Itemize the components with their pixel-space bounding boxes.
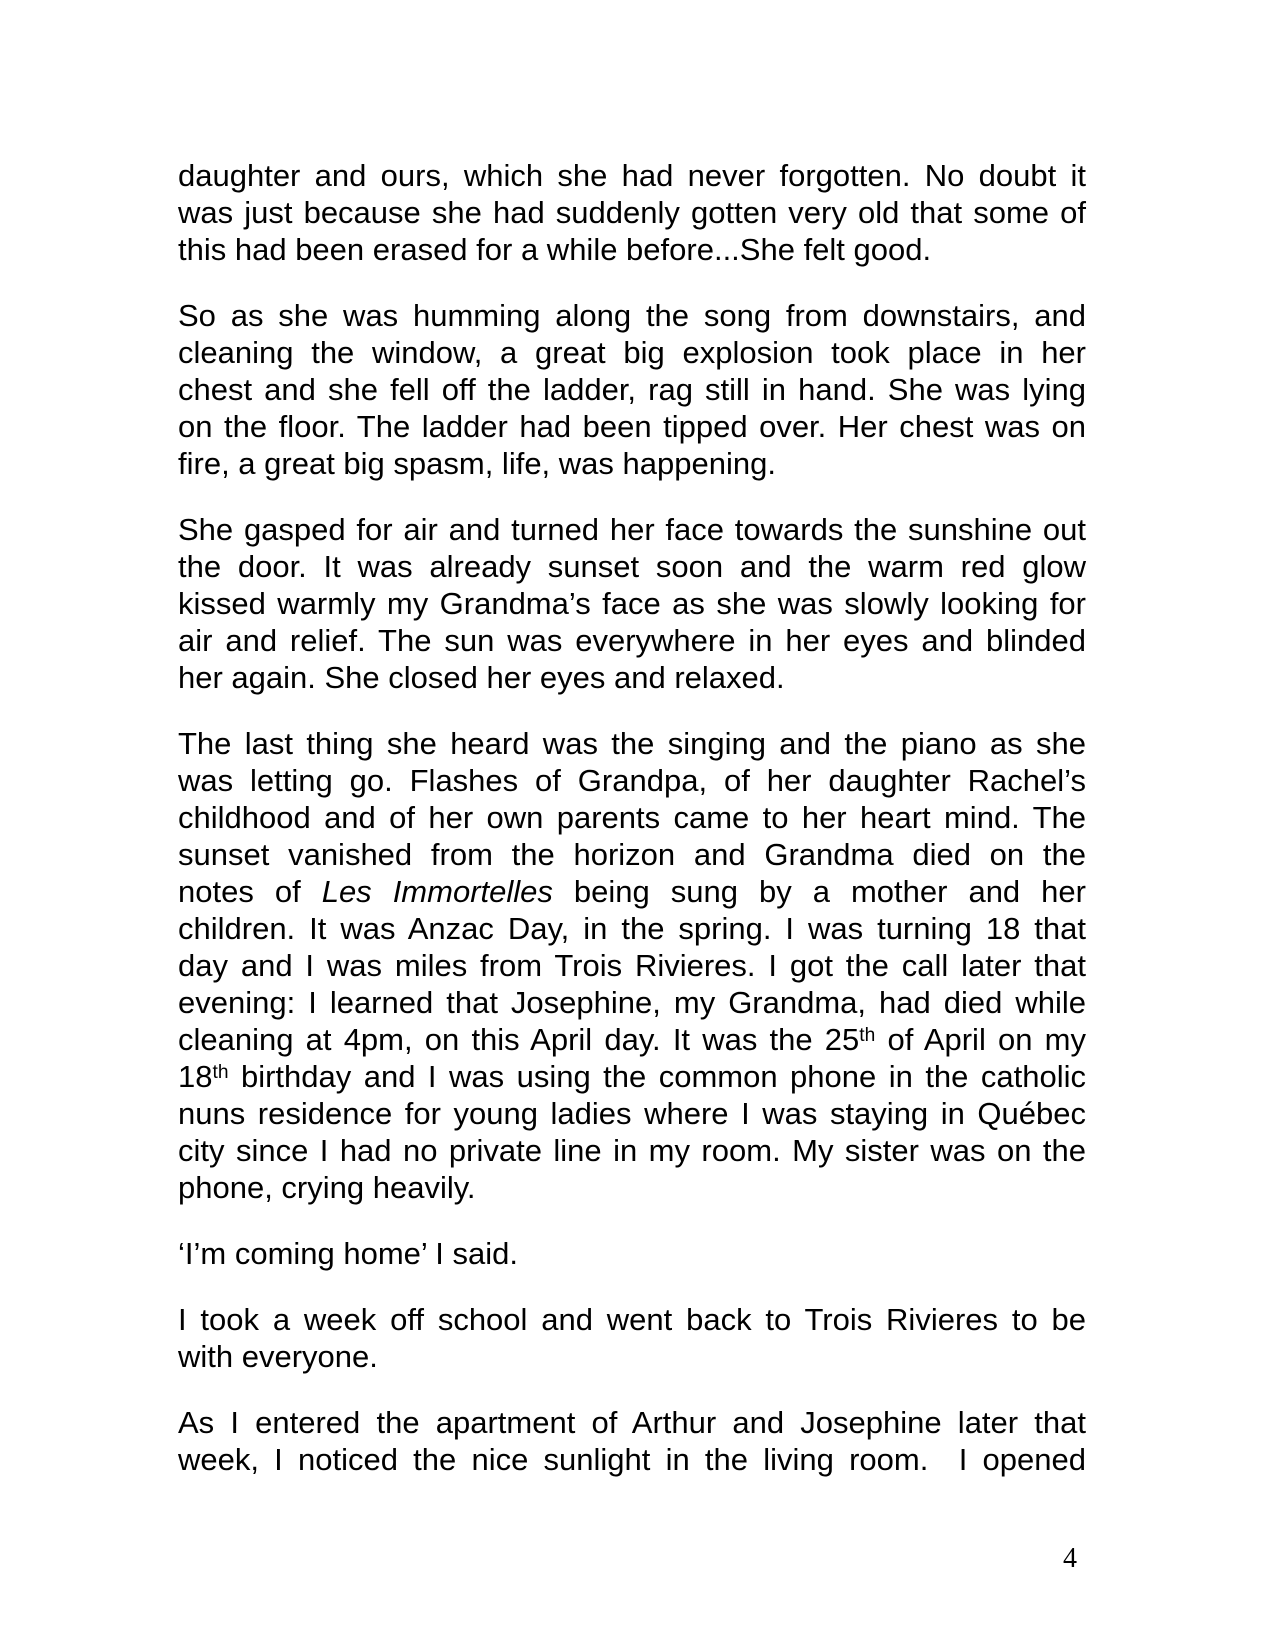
text-line [178,585,1086,622]
text-segment: air and relief. The sun was everywhere in her eyes and blinded [178,623,1086,658]
text-block [178,157,1086,1478]
text-segment: day and I was miles from Trois Rivieres. I got the call later that [178,948,1086,983]
text-line [178,1021,1086,1058]
text-line [178,1301,1086,1338]
text-line [178,1058,1086,1095]
text-line [178,725,1086,762]
text-line [178,445,1086,482]
paragraph [178,1301,1086,1375]
text-line [178,1169,1086,1206]
text-segment: was just because she had suddenly gotten very old that some of [178,195,1086,230]
text-segment: nuns residence for young ladies where I was staying in Québec [178,1096,1086,1131]
text-segment: her again. She closed her eyes and relaxed. [178,660,785,695]
text-line [178,548,1086,585]
text-segment: the door. It was already sunset soon and the warm red glow [178,549,1086,584]
text-segment: chest and she fell off the ladder, rag still in hand. She was lying [178,372,1086,407]
text-line [178,194,1086,231]
text-segment: city since I had no private line in my room. My sister was on the [178,1133,1086,1168]
italic-song-title: Les Immortelles [321,874,553,909]
text-segment: birthday and I was using the common phone in the catholic [228,1059,1086,1094]
text-segment: sunset vanished from the horizon and Grandma died on the [178,837,1086,872]
text-line [178,659,1086,696]
text-line [178,408,1086,445]
ordinal-superscript: th [859,1025,876,1047]
page-number: 4 [1063,1543,1077,1574]
text-line [178,1095,1086,1132]
text-line [178,984,1086,1021]
text-line [178,910,1086,947]
text-segment: I took a week off school and went back to Trois Rivieres to be [178,1302,1086,1337]
text-line [178,334,1086,371]
text-line [178,622,1086,659]
text-segment: fire, a great big spasm, life, was happening. [178,446,776,481]
text-line [178,231,1086,268]
text-segment: So as she was humming along the song from downstairs, and [178,298,1086,333]
text-line [178,947,1086,984]
text-segment: evening: I learned that Josephine, my Grandma, had died while [178,985,1086,1020]
text-line [178,297,1086,334]
paragraph [178,725,1086,1206]
text-line [178,1404,1086,1441]
text-segment: was letting go. Flashes of Grandpa, of her daughter Rachel’s [178,763,1086,798]
paragraph [178,157,1086,268]
text-line [178,371,1086,408]
text-line [178,1235,1086,1272]
text-segment: ‘I’m coming home’ I said. [178,1236,518,1271]
text-segment: cleaning at 4pm, on this April day. It was the 25 [178,1022,860,1057]
text-segment: with everyone. [178,1339,378,1374]
text-line [178,511,1086,548]
text-segment: She gasped for air and turned her face towards the sunshine out [178,512,1086,547]
text-line [178,799,1086,836]
text-line [178,1338,1086,1375]
paragraph [178,1235,1086,1272]
text-segment: being sung by a mother and her [552,874,1086,909]
text-line [178,873,1086,910]
text-segment: phone, crying heavily. [178,1170,476,1205]
text-segment: 18 [178,1059,213,1094]
text-segment: of April on my [875,1022,1086,1057]
text-line [178,1132,1086,1169]
text-segment: The last thing she heard was the singing and the piano as she [178,726,1086,761]
text-segment: on the floor. The ladder had been tipped over. Her chest was on [178,409,1086,444]
text-segment: daughter and ours, which she had never forgotten. No doubt it [178,158,1086,193]
text-segment: children. It was Anzac Day, in the spring. I was turning 18 that [178,911,1086,946]
text-segment: As I entered the apartment of Arthur and Josephine later that [178,1405,1086,1440]
text-segment: kissed warmly my Grandma’s face as she was slowly looking for [178,586,1086,621]
text-line [178,157,1086,194]
text-segment: week, I noticed the nice sunlight in the living room. I opened [178,1442,1086,1477]
text-line [178,836,1086,873]
paragraph [178,511,1086,696]
paragraph [178,297,1086,482]
ordinal-superscript: th [212,1062,229,1084]
text-segment: cleaning the window, a great big explosion took place in her [178,335,1086,370]
text-line [178,762,1086,799]
paragraph [178,1404,1086,1478]
text-segment: notes of [178,874,322,909]
text-segment: this had been erased for a while before...She felt good. [178,232,932,267]
text-segment: childhood and of her own parents came to her heart mind. The [178,800,1086,835]
text-line [178,1441,1086,1478]
